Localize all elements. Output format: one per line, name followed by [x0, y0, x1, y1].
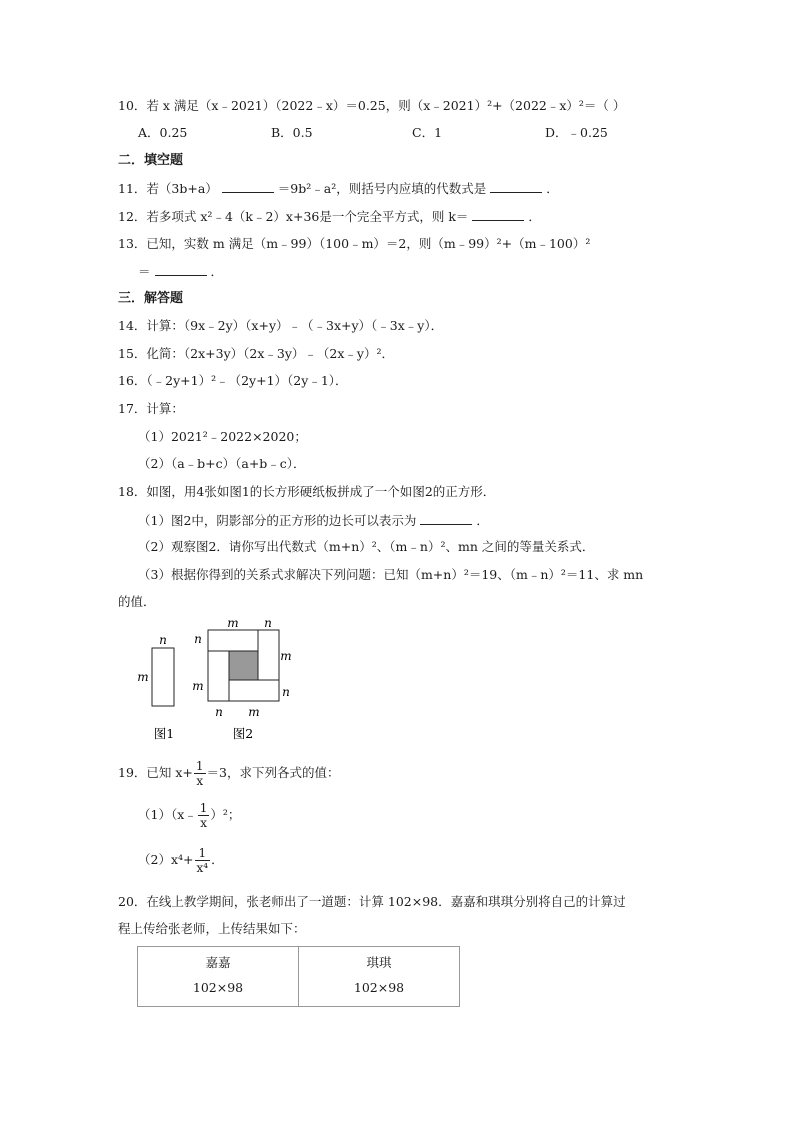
q11-post: ＝9b²﹣a²，则括号内应填的代数式是: [277, 181, 487, 196]
q19-part1-frac-num: 1: [199, 801, 208, 815]
q19-post: ＝3，求下列各式的值：: [206, 765, 340, 780]
q10-option-c: C．1: [412, 125, 443, 140]
q12-end: ．: [528, 209, 541, 224]
q19-part2-frac-den: x⁴: [196, 861, 209, 875]
q13-blank[interactable]: [155, 262, 207, 276]
q19-part2-pre: （2）x⁴+: [138, 852, 194, 867]
section-solve: 三．解答题: [118, 291, 184, 306]
q11-end: ．: [546, 181, 559, 196]
q11-blank-2[interactable]: [490, 179, 542, 193]
fig2-label-n-left: n: [194, 632, 202, 646]
fig1-rectangle: [152, 648, 174, 706]
q10-option-a: A．0.25: [138, 125, 188, 140]
fig1-label-n: n: [159, 633, 167, 647]
fig2-label-m-top: m: [227, 616, 239, 630]
fig2-label-m-left: m: [192, 679, 204, 693]
q20-line1: 20．在线上教学期间，张老师出了一道题：计算 102×98．嘉嘉和琪琪分别将自己的计算过: [118, 894, 626, 909]
q12-pre: 12．若多项式 x²﹣4（k﹣2）x+36是一个完全平方式，则 k＝: [118, 209, 469, 224]
section-fill-in: 二．填空题: [118, 153, 184, 168]
q20-table-cell-jiajia: 102×98: [192, 980, 244, 995]
q18-blank[interactable]: [420, 511, 472, 525]
q18-part3: （3）根据你得到的关系式求解决下列问题：已知（m+n）²＝19、（m﹣n）²＝11、求 mn: [138, 567, 644, 582]
q19-stem: [118, 758, 340, 788]
q20-table-header-jiajia: 嘉嘉: [205, 955, 231, 970]
q19-part1-post: ）²；: [210, 807, 241, 822]
fig1-label-m: m: [137, 670, 149, 684]
q17-part1: （1）2021²﹣2022×2020；: [138, 429, 307, 444]
q16: 16．（﹣2y+1）²﹣（2y+1）（2y﹣1）．: [118, 373, 348, 388]
q18-part3-cont: 的值．: [118, 594, 156, 609]
q19-part1-pre: （1）（x﹣: [138, 807, 197, 822]
q10-option-d: D．﹣0.25: [545, 125, 608, 140]
q18-part1-pre: （1）图2中，阴影部分的正方形的边长可以表示为: [138, 513, 417, 528]
q12: [118, 207, 541, 226]
q20-line2: 程上传给张老师，上传结果如下：: [118, 921, 306, 936]
q19-part2-fraction: [195, 846, 211, 875]
q13-line1: 13．已知，实数 m 满足（m﹣99）（100﹣m）＝2，则（m﹣99）²+（m﹣100）²: [118, 236, 591, 251]
q19-pre: 19．已知 x+: [118, 765, 193, 780]
q18-title: 18．如图，用4张如图1的长方形硬纸板拼成了一个如图2的正方形．: [118, 484, 496, 499]
q13-line2: [138, 262, 223, 281]
q19-part1: [138, 800, 240, 830]
q11-blank-1[interactable]: [222, 179, 274, 193]
q13-pre2: ＝: [138, 264, 151, 279]
q11: [118, 179, 559, 198]
fig2-label-n-bottom: n: [215, 705, 223, 719]
fig1-caption: 图1: [153, 726, 175, 741]
q13-end2: ．: [210, 264, 224, 279]
q17-part2: （2）（a﹣b+c）（a+b﹣c）．: [138, 456, 306, 471]
q19-part1-frac-den: x: [200, 816, 207, 830]
q19-part2-frac-num: 1: [195, 846, 211, 861]
q19-fraction: [194, 759, 206, 788]
fig2-caption: 图2: [232, 726, 254, 741]
q18-part1-end: ．: [476, 513, 489, 528]
q15: 15．化简：（2x+3y）（2x﹣3y）﹣（2x﹣y）²．: [118, 346, 394, 361]
fig2-label-m-right: m: [280, 649, 292, 663]
q12-blank[interactable]: [472, 207, 524, 221]
fig2-shaded-square: [229, 651, 258, 680]
q11-pre: 11．若（3b+a）: [118, 181, 218, 196]
fig2-label-n-right: n: [282, 685, 290, 699]
q10-option-b: B．0.5: [271, 125, 313, 140]
q19-part1-fraction: [198, 801, 210, 830]
fig2-label-m-bottom: m: [248, 705, 260, 719]
q19-part2-post: ．: [211, 852, 224, 867]
q20-table-cell-qiqi: 102×98: [353, 980, 405, 995]
q17-title: 17．计算：: [118, 401, 184, 416]
q18-part1: [138, 511, 489, 530]
q20-table: [137, 946, 460, 1007]
q19-frac-num: 1: [195, 759, 204, 773]
q18-part2: （2）观察图2．请你写出代数式（m+n）²、（m﹣n）²、mn 之间的等量关系式．: [138, 539, 595, 554]
q20-table-header-qiqi: 琪琪: [366, 955, 392, 970]
q10-text: 10．若 x 满足（x﹣2021）（2022﹣x）＝0.25，则（x﹣2021）²+（2022﹣x）²＝（ ）: [118, 98, 626, 113]
q19-frac-den: x: [196, 774, 204, 788]
q14: 14．计算：（9x﹣2y）（x+y）﹣（﹣3x+y）（﹣3x﹣y）．: [118, 318, 444, 333]
fig2-label-n-top: n: [264, 616, 272, 630]
q19-part2: [138, 845, 224, 875]
q18-figures: [130, 615, 300, 750]
